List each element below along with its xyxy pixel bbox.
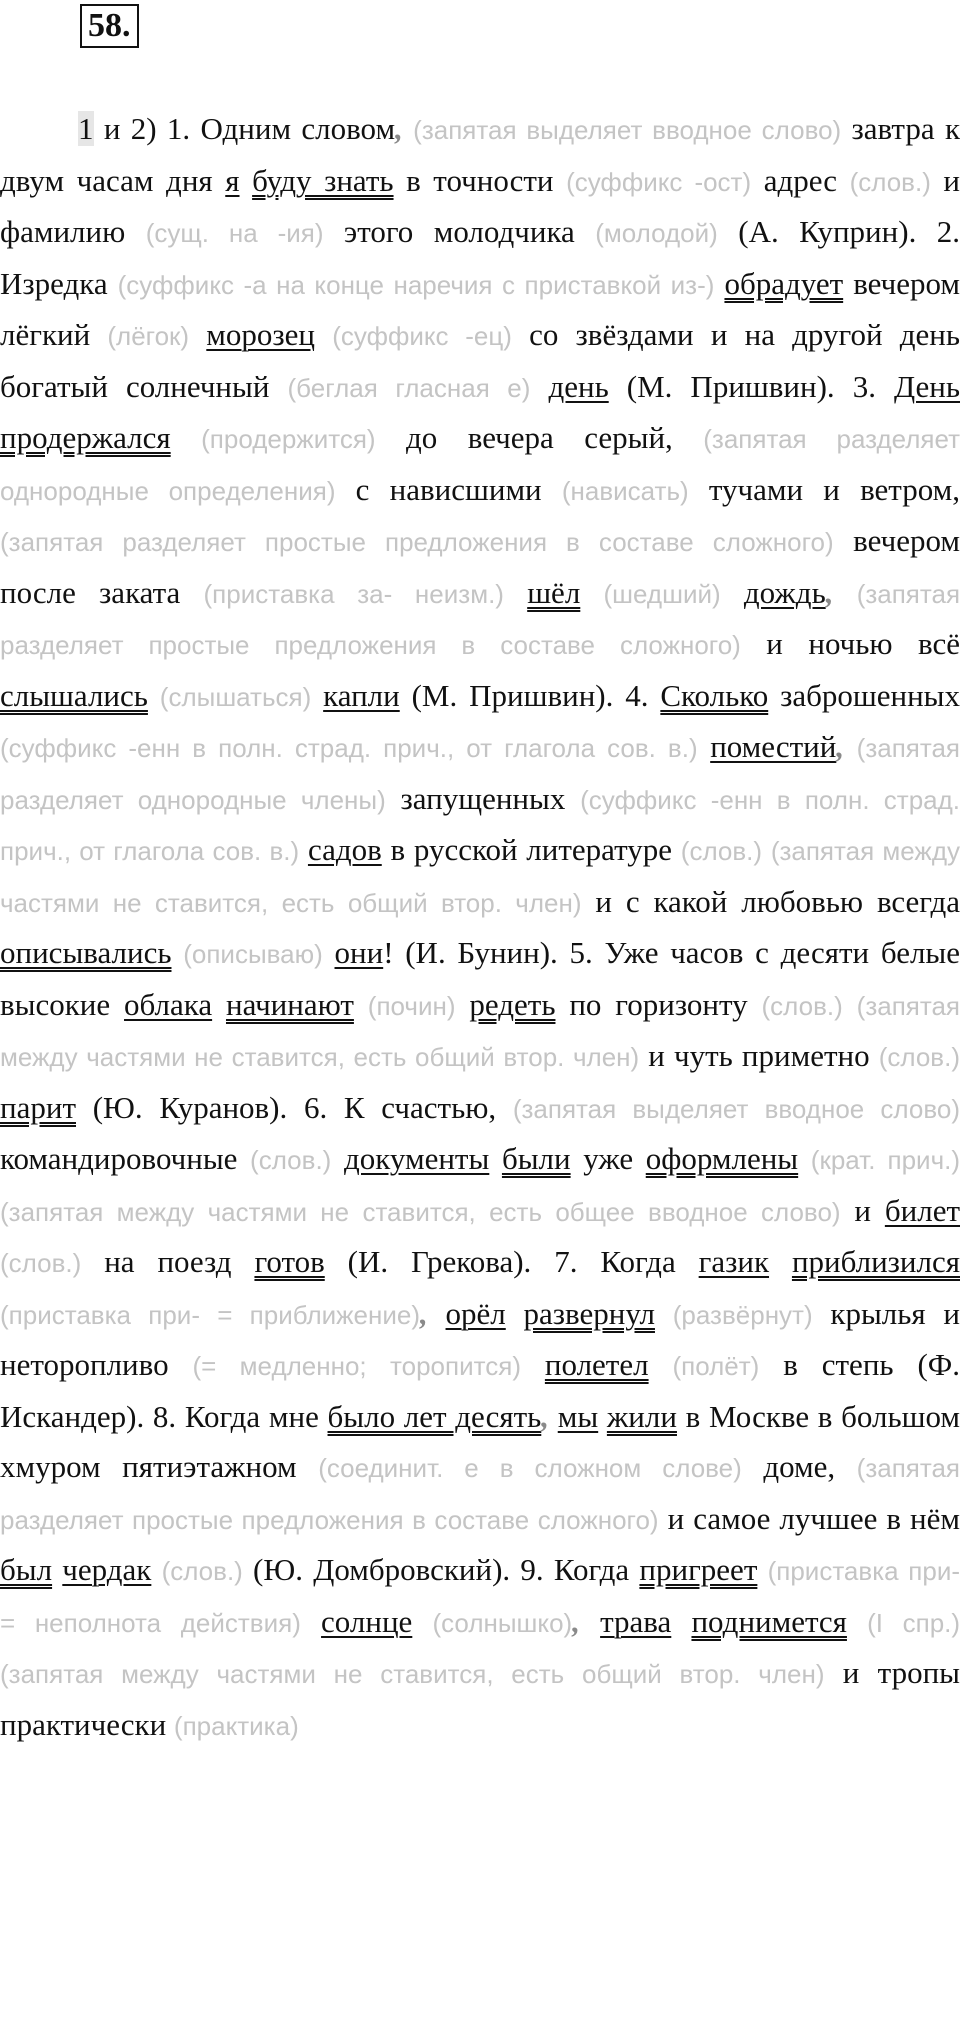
grammar-note: (слышаться): [159, 681, 312, 712]
grammar-note: (беглая гласная е): [287, 372, 531, 403]
text-fragment: до вечера серый,: [375, 420, 704, 455]
grammar-note: (продержится): [201, 424, 376, 454]
predicate: жили: [606, 1398, 677, 1434]
predicate: пригреет: [639, 1552, 758, 1587]
subject: садов: [307, 832, 382, 867]
grammar-note: (лёгок): [107, 321, 190, 351]
text-fragment: (М. Пришвин). 4.: [399, 677, 661, 713]
text-fragment: на поезд: [81, 1244, 255, 1279]
predicate: готов: [254, 1244, 325, 1279]
text-fragment: ! (И. Бунин). 5. Уже часов с десяти белые высокие: [0, 935, 960, 1022]
grammar-note: (практика): [173, 1710, 299, 1741]
grammar-note: (запятая разделяет простые предложения в составе сложного): [0, 527, 834, 557]
text-fragment: [354, 987, 368, 1022]
text-fragment: [489, 1141, 502, 1176]
text-fragment: командировочные: [0, 1141, 251, 1176]
predicate: буду знать: [252, 162, 394, 198]
predicate: оформлены: [645, 1141, 799, 1176]
task-tag: 1: [78, 111, 94, 146]
text-fragment: адрес: [751, 162, 850, 198]
text-fragment: [331, 1141, 344, 1176]
subject: орёл: [445, 1295, 506, 1331]
text-fragment: доме,: [741, 1449, 857, 1484]
text-fragment: [171, 935, 183, 970]
text-fragment: вечером лёгкий: [0, 265, 960, 352]
text-fragment: [798, 1141, 811, 1176]
text-fragment: в точности: [393, 162, 567, 198]
grammar-note: (суффикс -енн в полн. страд. прич., от глагола сов. в.): [0, 733, 698, 763]
grammar-note: (слов.): [849, 166, 931, 197]
predicate: было лет десять: [327, 1398, 542, 1434]
comma-mark: ,: [395, 111, 414, 146]
grammar-note: (приставка при- = неполнота действия): [0, 1556, 960, 1638]
text-fragment: [769, 1244, 792, 1279]
subject: солнце: [321, 1603, 413, 1639]
predicate: редеть: [469, 986, 556, 1022]
text-fragment: в русской литературе: [381, 832, 681, 867]
subject: они: [334, 935, 384, 970]
subject: облака: [124, 986, 213, 1022]
text-fragment: со звёздами и на другой день богатый солнечный: [0, 317, 960, 404]
text-fragment: [762, 832, 771, 867]
predicate: развернул: [523, 1295, 655, 1331]
subject: чердак: [62, 1552, 152, 1587]
text-fragment: [315, 317, 332, 352]
text-fragment: [151, 1552, 161, 1587]
grammar-note: (сущ. на -ия): [145, 218, 324, 248]
text-fragment: [301, 1604, 321, 1639]
grammar-note: (запятая разделяет простые предложения в составе сложного): [0, 578, 960, 660]
text-fragment: этого молодчика: [323, 214, 596, 249]
text-fragment: тучами и ветром,: [688, 471, 960, 507]
grammar-note: (крат. прич.): [810, 1145, 960, 1175]
subject: морозец: [206, 317, 316, 352]
subject: поместий: [710, 729, 837, 764]
predicate: были: [501, 1141, 571, 1176]
predicate: начинают: [225, 986, 354, 1022]
exercise-number: 58.: [80, 4, 139, 48]
task-label: и 2): [93, 111, 167, 146]
text-fragment: [171, 420, 201, 455]
grammar-note: (приставка за- неизм.): [203, 578, 504, 609]
predicate: был: [0, 1552, 53, 1587]
text-fragment: [212, 987, 226, 1022]
grammar-note: (шедший): [603, 578, 721, 609]
grammar-note: (слов.): [161, 1556, 243, 1586]
text-fragment: и самое лучшее в нём: [658, 1500, 960, 1536]
grammar-note: (запятая разделяет простые предложения в составе сложного): [0, 1453, 960, 1535]
text-fragment: [655, 1296, 673, 1331]
text-fragment: [721, 575, 744, 610]
predicate: Сколько: [660, 677, 769, 713]
subject: День: [894, 368, 960, 404]
grammar-note: (слов.): [761, 990, 843, 1021]
subject: мы: [557, 1398, 599, 1434]
text-fragment: в степь (Ф. Искандер). 8. Когда мне: [0, 1347, 960, 1434]
text-fragment: [757, 1552, 767, 1587]
text-fragment: [189, 317, 206, 352]
text-fragment: уже: [570, 1141, 646, 1176]
text-fragment: [698, 729, 711, 764]
text-fragment: [649, 1347, 673, 1382]
text-fragment: крылья и неторопливо: [0, 1295, 960, 1382]
text-fragment: [598, 1399, 607, 1434]
comma-mark: ,: [420, 1295, 446, 1331]
subject: капли: [323, 677, 400, 713]
grammar-note: (слов.): [878, 1042, 960, 1072]
text-fragment: [323, 935, 335, 970]
text-fragment: и ночью всё: [740, 626, 960, 661]
grammar-note: (суффикс -енн в полн. страд. прич., от глагола сов. в.): [0, 784, 960, 866]
predicate: продержался: [0, 420, 171, 455]
predicate: обрадует: [724, 265, 844, 301]
predicate: поднимется: [691, 1603, 847, 1639]
text-fragment: (А. Куприн). 2. Изредка: [0, 214, 960, 301]
text-fragment: и тропы практически: [0, 1655, 960, 1742]
grammar-note: (почин): [367, 990, 456, 1021]
grammar-note: (приставка при- = приближение): [0, 1299, 420, 1330]
subject: билет: [884, 1192, 960, 1228]
text-fragment: [456, 987, 470, 1022]
grammar-note: (суффикс -ост): [566, 166, 752, 197]
grammar-note: (соединит. е в сложном слове): [318, 1453, 742, 1483]
text-fragment: 1. Одним словом: [166, 111, 396, 146]
text-fragment: [506, 1296, 524, 1331]
text-fragment: [530, 369, 548, 404]
text-fragment: с нависшими: [335, 471, 562, 507]
predicate: шёл: [527, 574, 581, 610]
comma-mark: ,: [572, 1603, 601, 1639]
grammar-note: (запятая разделяет однородные члены): [0, 733, 960, 815]
text-fragment: вечером после заката: [0, 523, 960, 610]
text-fragment: и чуть приметно: [639, 1038, 879, 1073]
comma-mark: ,: [825, 574, 857, 610]
text-fragment: [847, 1604, 867, 1639]
grammar-note: (запятая разделяет однородные определения): [0, 424, 960, 506]
grammar-note: (запятая выделяет вводное слово): [413, 115, 842, 145]
text-fragment: (И. Грекова). 7. Когда: [324, 1244, 699, 1279]
subject: документы: [343, 1141, 490, 1176]
predicate: парит: [0, 1089, 76, 1125]
grammar-note: (слов.): [250, 1145, 332, 1175]
text-fragment: [714, 266, 724, 301]
text-fragment: завтра к двум часам дня: [0, 111, 960, 198]
text-fragment: по горизонту: [555, 986, 762, 1022]
text-fragment: (М. Пришвин). 3.: [608, 368, 894, 404]
text-fragment: и фамилию: [0, 162, 960, 249]
text-fragment: (Ю. Куранов). 6. К счастью,: [76, 1089, 513, 1125]
text-fragment: [412, 1604, 432, 1639]
text-fragment: в Москве в большом хмуром пятиэтажном: [0, 1398, 960, 1484]
text-fragment: [504, 575, 527, 610]
text-fragment: (Ю. Домбровский). 9. Когда: [242, 1552, 640, 1587]
grammar-note: (описываю): [183, 939, 323, 969]
grammar-note: (молодой): [595, 218, 718, 248]
grammar-note: (суффикс -а на конце наречия с приставкой из-): [117, 269, 715, 300]
subject: дождь: [743, 574, 826, 610]
text-fragment: [299, 832, 308, 867]
text-fragment: и с какой любовью всегда: [581, 883, 960, 919]
grammar-note: (запятая между частями не ставится, есть общий втор. член): [0, 836, 960, 918]
text-fragment: [240, 163, 253, 198]
grammar-note: (запятая между частями не ставится, есть общий втор. член): [0, 990, 960, 1072]
grammar-note: (развёрнут): [672, 1299, 813, 1330]
grammar-note: (солнышко): [432, 1607, 573, 1638]
grammar-note: (запятая между частями не ставится, есть общий втор. член): [0, 1659, 825, 1689]
comma-mark: ,: [541, 1398, 558, 1434]
predicate: слышались: [0, 677, 148, 713]
text-fragment: [148, 678, 160, 713]
comma-mark: ,: [836, 729, 857, 764]
grammar-note: (запятая выделяет вводное слово): [512, 1093, 960, 1124]
text-fragment: [671, 1604, 691, 1639]
text-fragment: [580, 575, 603, 610]
grammar-note: (суффикс -ец): [332, 321, 512, 351]
grammar-note: (= медленно; торопится): [192, 1351, 521, 1381]
predicate: полетел: [544, 1347, 649, 1382]
text-fragment: [843, 987, 857, 1022]
subject: день: [548, 368, 609, 404]
exercise-answer-text: [0, 104, 960, 1751]
text-fragment: заброшенных: [768, 677, 960, 713]
subject: я: [225, 162, 240, 198]
text-fragment: запущенных: [385, 780, 581, 816]
text-fragment: [521, 1347, 545, 1382]
predicate: приблизился: [791, 1244, 960, 1279]
subject: трава: [600, 1603, 672, 1639]
text-fragment: [311, 678, 323, 713]
text-fragment: [52, 1552, 62, 1587]
grammar-note: (слов.): [0, 1248, 82, 1278]
predicate: описывались: [0, 935, 172, 970]
grammar-note: (нависать): [561, 475, 689, 506]
grammar-note: (I спр.): [867, 1607, 960, 1638]
subject: газик: [698, 1244, 770, 1279]
grammar-note: (запятая между частями не ставится, есть общее вводное слово): [0, 1196, 841, 1227]
text-fragment: и: [840, 1192, 885, 1228]
grammar-note: (слов.): [680, 836, 763, 866]
grammar-note: (полёт): [672, 1351, 760, 1381]
